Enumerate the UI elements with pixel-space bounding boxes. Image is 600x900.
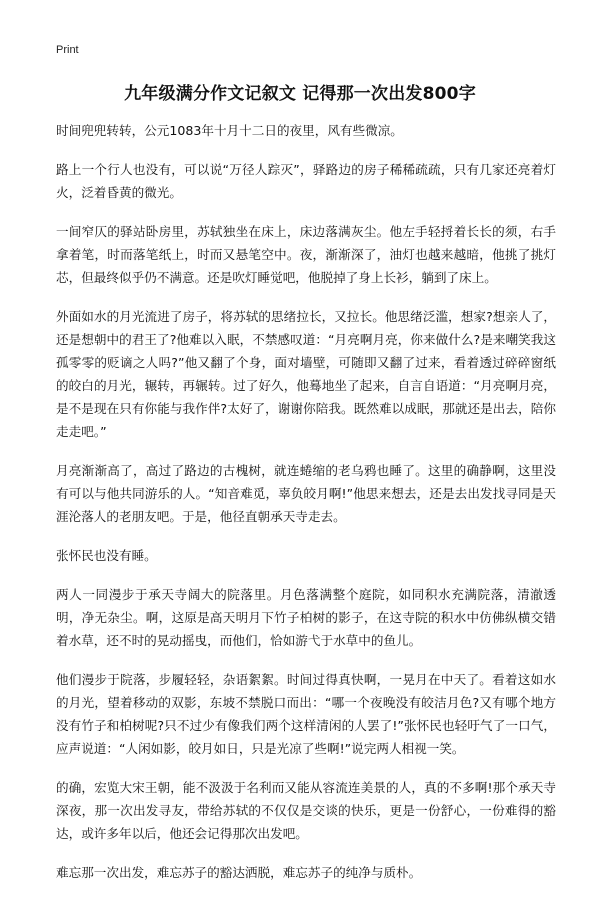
paragraph: 他们漫步于院落，步履轻轻，杂语絮絮。时间过得真快啊，一晃月在中天了。看着这如水的月光，望着移动的双影，东坡不禁脱口而出：“哪一个夜晚没有皎洁月色?又有哪个地方没有竹子和柏树呢?只不过少有像我们两个这样清闲的人罢了!”张怀民也轻吁气了一口气，应声说道：“人闲如影，皎月如日，只是光凉了些啊!”说完两人相视一笑。 (56, 672, 556, 756)
paragraph: 路上一个行人也没有，可以说“万径人踪灭”，驿路边的房子稀稀疏疏，只有几家还亮着灯火，泛着昏黄的微光。 (56, 162, 556, 200)
paragraph: 难忘那一次出发，难忘苏子的豁达洒脱，难忘苏子的纯净与质朴。 (56, 865, 422, 880)
article-title: 九年级满分作文记叙文 记得那一次出发800字 (124, 84, 476, 104)
paragraph: 两人一同漫步于承天寺阔大的院落里。月色落满整个庭院，如同积水充满院落，清澈透明，净无杂尘。啊，这原是高天明月下竹子柏树的影子，在这寺院的积水中仿佛纵横交错着水草，还不时的晃动摇曳，而他们，恰如游弋于水草中的鱼儿。 (56, 587, 556, 648)
paragraph: 一间窄仄的驿站卧房里，苏轼独坐在床上，床边落满灰尘。他左手轻捋着长长的须，右手拿着笔，时而落笔纸上，时而又悬笔空中。夜，渐渐深了，油灯也越来越暗，他挑了挑灯芯，但最终似乎仍不满意。还是吹灯睡觉吧，他脱掉了身上长衫，躺到了床上。 (56, 224, 556, 285)
paragraph: 时间兜兜转转，公元1083年十月十二日的夜里，风有些微凉。 (56, 123, 403, 138)
article-body (56, 119, 556, 900)
paragraph: 月亮渐渐高了，高过了路边的古槐树，就连蜷缩的老乌鸦也睡了。这里的确静啊，这里没有可以与他共同游乐的人。“知音难觅，辜负皎月啊!”他思来想去，还是去出发找寻同是天涯沦落人的老朋友吧。于是，他径直朝承天寺走去。 (56, 463, 556, 524)
paragraph: 外面如水的月光流进了房子，将苏轼的思绪拉长，又拉长。他思绪泛滥，想家?想亲人了，还是想朝中的君王了?他难以入眠，不禁感叹道：“月亮啊月亮，你来做什么?是来嘲笑我这孤零零的贬谪之人吗?”他又翻了个身，面对墙壁，可随即又翻了过来，看着透过碎碎窗纸的皎白的月光，辗转，再辗转。过了好久，他蓦地坐了起来，自言自语道：“月亮啊月亮，是不是现在只有你能与我作伴?太好了，谢谢你陪我。既然难以成眠，那就还是出去，陪你走走吧。” (56, 309, 556, 439)
print-link[interactable]: Print (56, 44, 79, 56)
paragraph: 张怀民也没有睡。 (56, 548, 157, 563)
paragraph: 的确，宏览大宋王朝，能不汲汲于名利而又能从容流连美景的人，真的不多啊!那个承天寺深夜，那一次出发寻友，带给苏轼的不仅仅是交谈的快乐，更是一份舒心，一份难得的豁达，或许多年以后，他还会记得那次出发吧。 (56, 780, 556, 841)
